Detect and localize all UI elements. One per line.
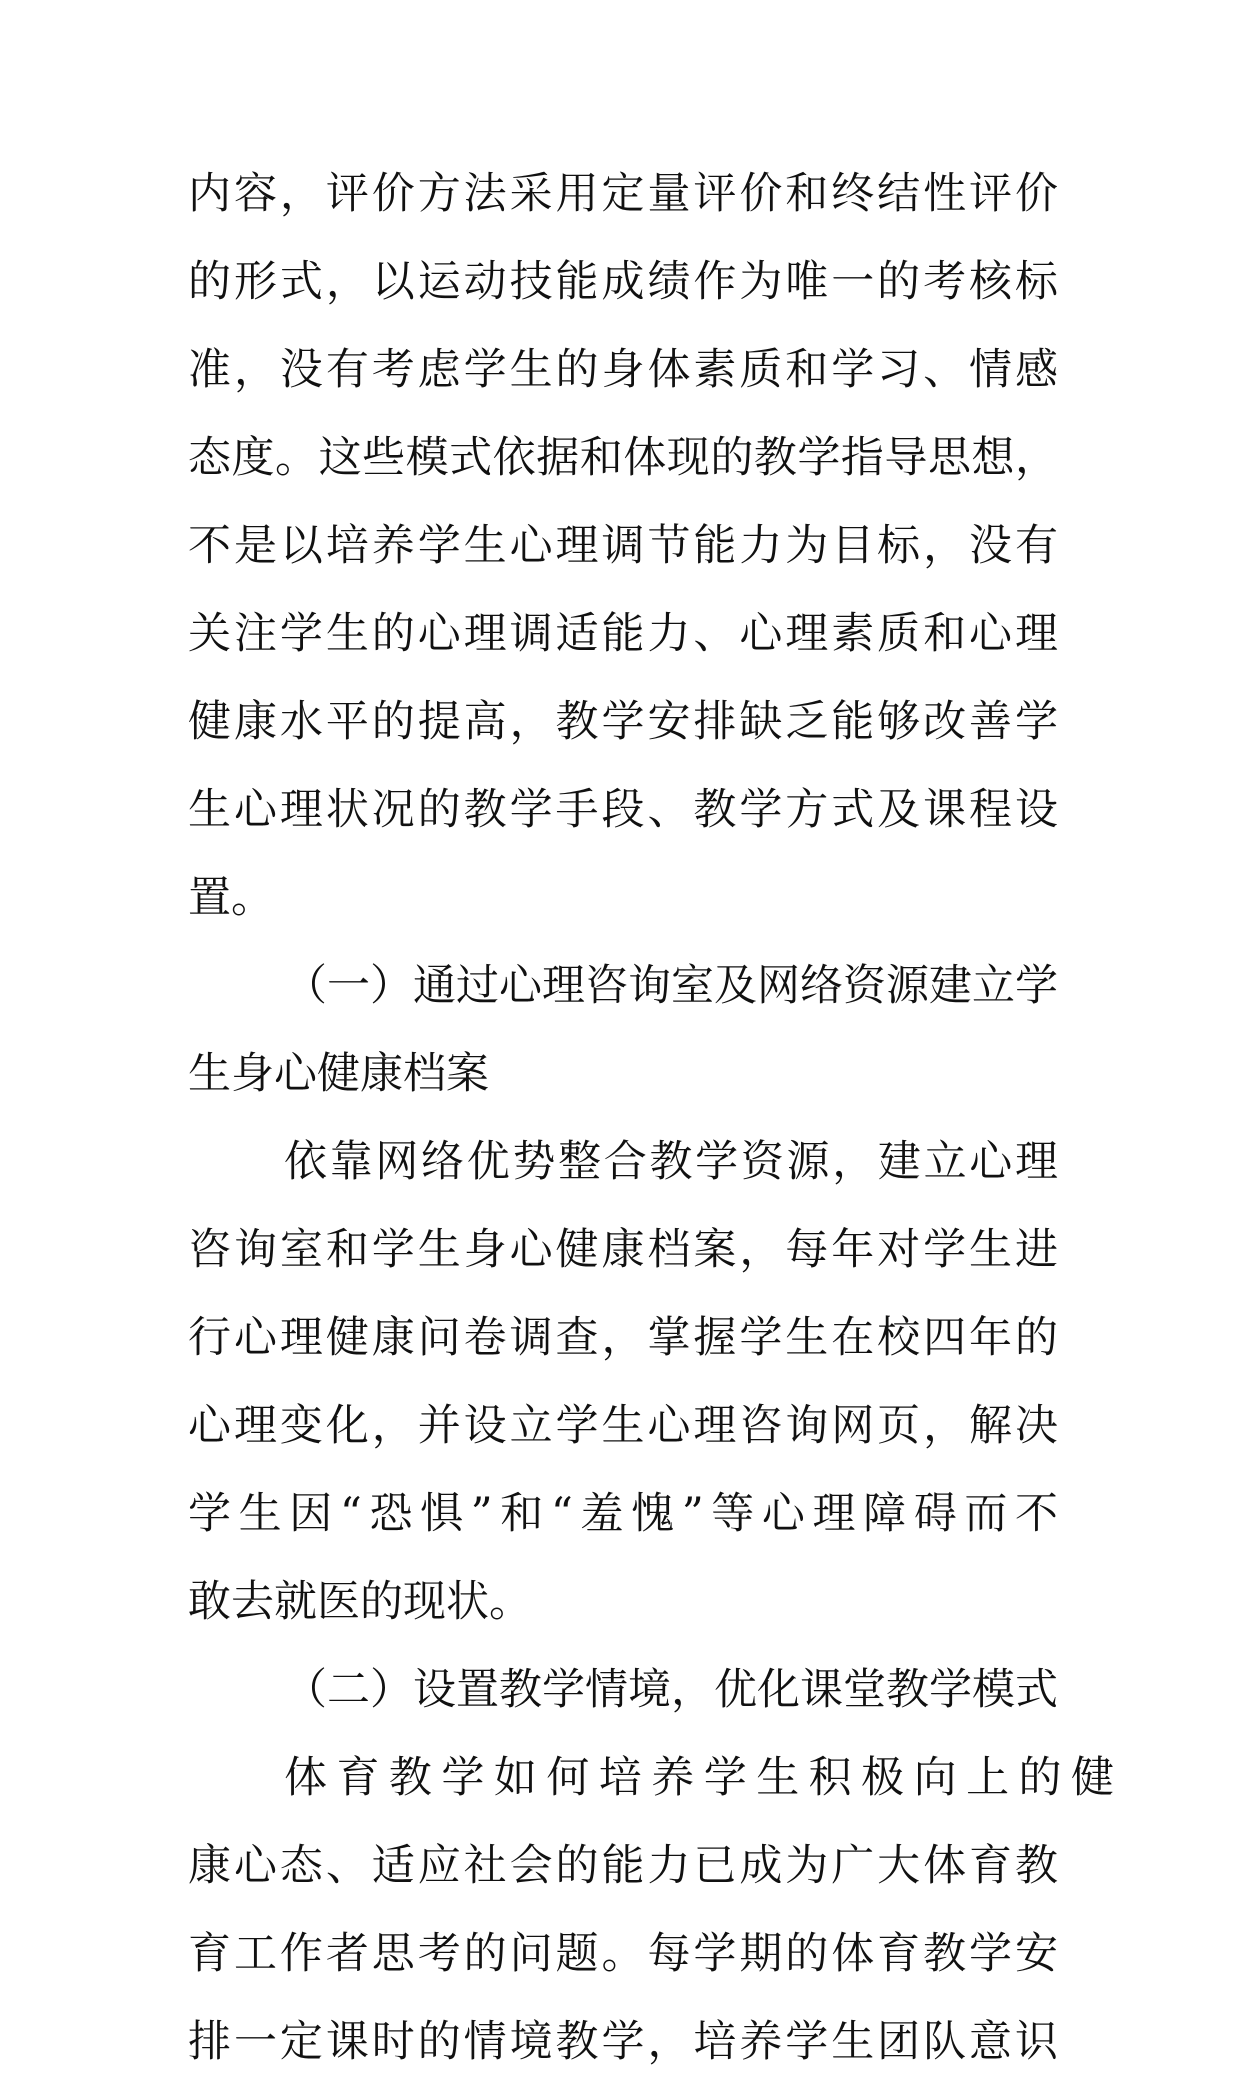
text-line: 咨询室和学生身心健康档案，每年对学生进	[188, 1225, 1058, 1275]
text-line: 康心态、适应社会的能力已成为广大体育教	[188, 1841, 1058, 1891]
text-line: 生心理状况的教学手段、教学方式及课程设	[188, 785, 1058, 835]
text-line: 关注学生的心理调适能力、心理素质和心理	[188, 609, 1058, 659]
text-line: 置。	[188, 873, 274, 923]
text-line: 排一定课时的情境教学，培养学生团队意识	[188, 2017, 1058, 2067]
text-line: 健康水平的提高，教学安排缺乏能够改善学	[188, 697, 1058, 747]
body-text	[188, 150, 1114, 2086]
text-line: 敢去就医的现状。	[188, 1577, 532, 1627]
section-heading-line: （二）设置教学情境，优化课堂教学模式	[284, 1665, 1058, 1715]
section-heading-line: 生身心健康档案	[188, 1049, 489, 1099]
text-line: 行心理健康问卷调查，掌握学生在校四年的	[188, 1313, 1058, 1363]
text-line: 体育教学如何培养学生积极向上的健	[284, 1753, 1114, 1803]
text-line: 育工作者思考的问题。每学期的体育教学安	[188, 1929, 1058, 1979]
text-line: 依靠网络优势整合教学资源，建立心理	[284, 1137, 1058, 1187]
text-line: 准，没有考虑学生的身体素质和学习、情感	[188, 345, 1058, 395]
text-line: 内容，评价方法采用定量评价和终结性评价	[188, 169, 1058, 219]
text-line: 态度。这些模式依据和体现的教学指导思想，	[188, 433, 1058, 483]
text-line: 的形式，以运动技能成绩作为唯一的考核标	[188, 257, 1058, 307]
text-line: 心理变化，并设立学生心理咨询网页，解决	[188, 1401, 1058, 1451]
text-line: 学生因“恐惧”和“羞愧”等心理障碍而不	[188, 1489, 1058, 1539]
section-heading-line: （一）通过心理咨询室及网络资源建立学	[284, 961, 1058, 1011]
text-line: 不是以培养学生心理调节能力为目标，没有	[188, 521, 1058, 571]
